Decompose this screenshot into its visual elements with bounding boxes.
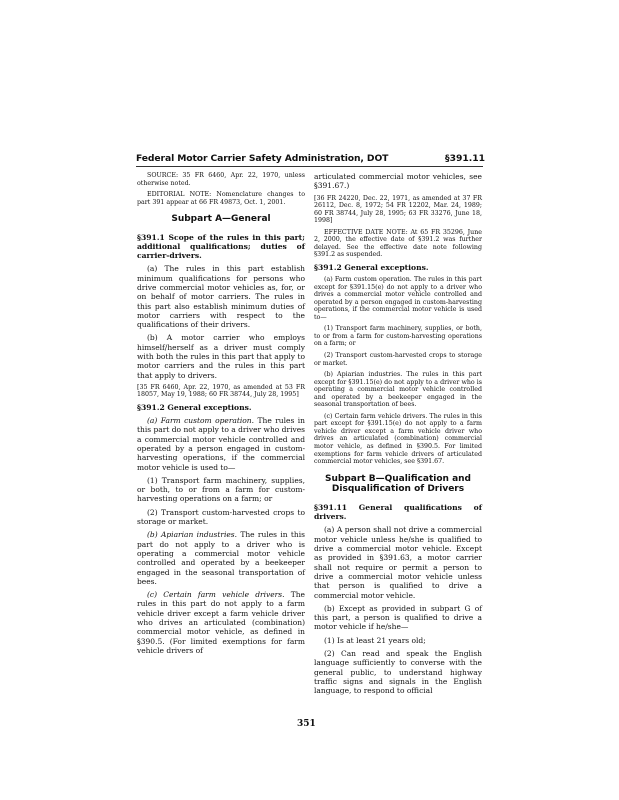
- left-column: [137, 172, 305, 659]
- section-391-1-a: (a) The rules in this part establish minimum qualifications for persons who drive commercial motor vehicles as, for, or on behalf of motor carriers. The rules in this part also establish minimum duties of motor carriers with respect to the qualifications of their drivers.: [137, 264, 305, 330]
- effective-date-note: EFFECTIVE DATE NOTE: At 65 FR 35296, June 2, 2000, the effective date of §391.2 was further delayed. See the effective date note following §391.2 as suspended.: [314, 228, 482, 259]
- section-391-11-heading: §391.11 General qualifications of drivers.: [314, 503, 482, 522]
- section-391-11-b1: (1) Is at least 21 years old;: [324, 635, 426, 645]
- section-391-2-suspended-a1: (1) Transport farm machinery, supplies, or both, to or from a farm for custom-harvesting operations on a farm; or: [314, 325, 482, 348]
- running-header-section: §391.11: [445, 153, 486, 164]
- section-391-2-suspended-a2: (2) Transport custom-harvested crops to storage or market.: [314, 352, 482, 367]
- section-391-11-b2: (2) Can read and speak the English language sufficiently to converse with the general public, to understand highway traffic signs and signals in the English language, to respond to official: [314, 649, 482, 696]
- section-391-2-heading: §391.2 General exceptions.: [137, 402, 252, 412]
- section-391-2-a1: (1) Transport farm machinery, supplies, or both, to or from a farm for custom-harvesting operations on a farm; or: [137, 475, 305, 504]
- continuation-text: articulated commercial motor vehicles, see §391.67.): [314, 172, 482, 191]
- section-391-2-suspended-c: (c) Certain farm vehicle drivers. The rules in this part except for §391.15(e) do not apply to a farm vehicle driver except a farm vehicle driver who drives an articulated (combination) commercial motor vehicle, as defined in §390.5. For limited exemptions for farm vehicle drivers of articulated commercial motor vehicles, see §391.67.: [314, 412, 482, 466]
- section-391-2-b: (b) Apiarian industries. The rules in this part do not apply to a driver who is operating a commercial motor vehicle controlled and operated by a beekeeper engaged in the seasonal transportation of bees.: [137, 530, 305, 586]
- section-391-2-a: (a) Farm custom operation. The rules in this part do not apply to a driver who drives a commercial motor vehicle controlled and operated by a person engaged in custom-harvesting operations, if the commercial motor vehicle is used to—: [137, 416, 305, 472]
- subpart-a-heading: Subpart A—General: [171, 214, 271, 225]
- section-391-1-b: (b) A motor carrier who employs himself/herself as a driver must comply with both the rules in this part that apply to motor carriers and the rules in this part that apply to drivers.: [137, 333, 305, 380]
- right-column: [314, 172, 482, 700]
- section-391-2-a2: (2) Transport custom-harvested crops to storage or market.: [137, 507, 305, 527]
- running-header-title: Federal Motor Carrier Safety Administration, DOT: [136, 153, 389, 164]
- page-number: 351: [297, 719, 316, 729]
- section-391-11-a: (a) A person shall not drive a commercial motor vehicle unless he/she is qualified to drive a commercial motor vehicle. Except as provided in §391.63, a motor carrier shall not require or permit a person to drive a commercial motor vehicle unless that person is qualified to drive a commercial motor vehicle.: [314, 525, 482, 600]
- section-391-1-heading: §391.1 Scope of the rules in this part; additional qualifications; duties of carrier-drivers.: [137, 232, 305, 261]
- section-391-1-source: [35 FR 6460, Apr. 22, 1970, as amended at 53 FR 18057, May 19, 1988; 60 FR 38744, July 28, 1995]: [137, 383, 305, 399]
- amendment-source: [36 FR 24220, Dec. 22, 1971, as amended at 37 FR 26112, Dec. 8, 1972; 54 FR 12202, Mar. 24, 1989; 60 FR 38744, July 28, 1995; 63 FR 33276, June 18, 1998]: [314, 194, 482, 225]
- editorial-note: EDITORIAL NOTE: Nomenclature changes to part 391 appear at 66 FR 49873, Oct. 1, 2001.: [137, 191, 305, 206]
- section-391-11-b: (b) Except as provided in subpart G of this part, a person is qualified to drive a motor vehicle if he/she—: [314, 603, 482, 632]
- section-391-2-suspended-b: (b) Apiarian industries. The rules in this part except for §391.15(e) do not apply to a driver who is operating a commercial motor vehicle controlled and operated by a beekeeper engaged in the seasonal transportation of bees.: [314, 371, 482, 409]
- section-391-2-suspended-a: (a) Farm custom operation. The rules in this part except for §391.15(e) do not apply to a driver who drives a commercial motor vehicle controlled and operated by a person engaged in custom-harvesting operations, if the commercial motor vehicle is used to—: [314, 276, 482, 321]
- section-391-2-c: (c) Certain farm vehicle drivers. The rules in this part do not apply to a farm vehicle driver except a farm vehicle driver who drives an articulated (combination) commercial motor vehicle, as defined in §390.5. (For limited exemptions for farm vehicle drivers of: [137, 590, 305, 655]
- source-note: SOURCE: 35 FR 6460, Apr. 22, 1970, unless otherwise noted.: [137, 172, 305, 187]
- header-rule: [136, 166, 483, 167]
- section-391-2-suspended-heading: §391.2 General exceptions.: [314, 262, 429, 272]
- subpart-b-heading: Subpart B—Qualification and Disqualification of Drivers: [325, 473, 471, 495]
